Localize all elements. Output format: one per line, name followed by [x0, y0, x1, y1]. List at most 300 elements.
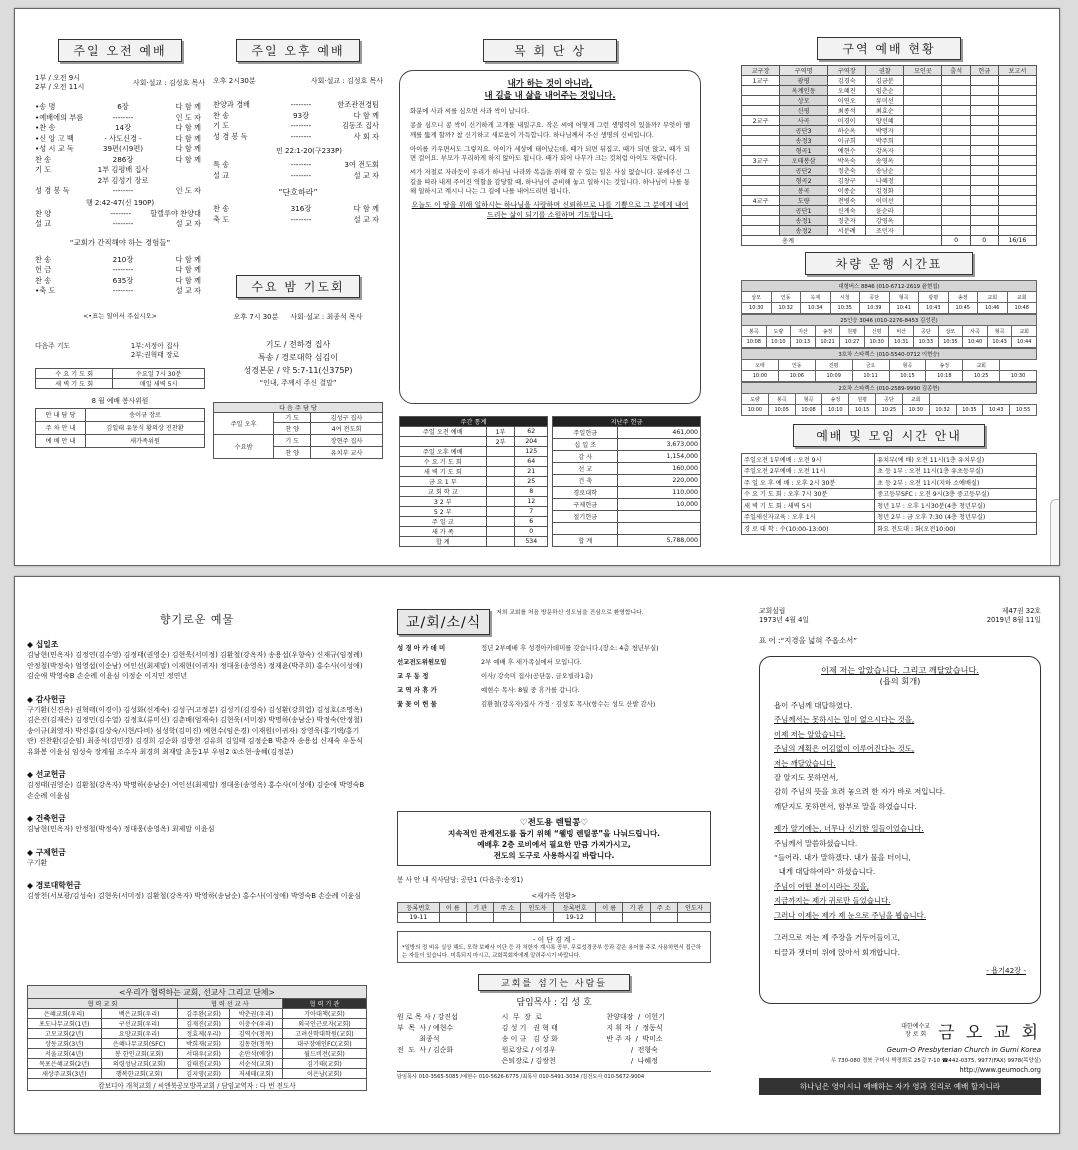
partner-cell: 구선교회(우리)	[101, 1019, 177, 1029]
scroll-handle[interactable]	[1050, 499, 1059, 566]
bus-time: 10:10	[822, 405, 849, 416]
afternoon-scripture: 민 22:1-20(구233P)	[276, 147, 342, 155]
stats-cell: 1부	[486, 427, 515, 437]
district-cell	[998, 196, 1036, 206]
bus-route-table	[741, 280, 1037, 314]
schedule-cell: 화요 전도대 : 화(오전10:00)	[875, 523, 1037, 535]
district-cell: 윤순라	[866, 206, 904, 216]
district-cell	[998, 186, 1036, 196]
district-header: 구역명	[780, 66, 828, 76]
bus-time: 10:15	[849, 405, 876, 416]
offering-section-head: ◆ 구제헌금	[27, 847, 66, 857]
volunteer-role: 예 배 안 내	[36, 434, 86, 447]
district-cell: 김경숙	[828, 76, 866, 86]
schedule-cell: 주일새신자교육 : 오후 1시	[742, 511, 875, 523]
order-item: •성 시 교 독	[35, 144, 74, 153]
offering-cell: 건 축	[553, 475, 618, 487]
stats-cell: 7	[515, 507, 548, 517]
staff-entry: 부 목 사 / 예현수	[397, 1024, 454, 1032]
order-person: 다 함 께	[175, 144, 201, 153]
order-row	[35, 165, 205, 176]
bus-time: 10:39	[860, 303, 890, 314]
district-cell: 전병숙	[828, 196, 866, 206]
bus-time: 10:27	[840, 337, 865, 348]
bus-stop: 송정	[948, 292, 978, 303]
weekly-stats-table	[399, 416, 548, 547]
district-cell	[998, 206, 1036, 216]
volunteer-role: 안 내 담 당	[36, 408, 86, 421]
order-item: 찬 송	[35, 154, 52, 164]
district-cell	[904, 106, 942, 116]
bus-stop: 옥계	[801, 292, 831, 303]
offering-cell: 합 계	[553, 534, 618, 546]
order-person: 다 함 께	[175, 154, 201, 164]
partner-cell: 요양교회(우리)	[101, 1029, 177, 1039]
next-week-person: 4여 전도회	[311, 423, 383, 435]
essay-paragraph: 씨가 저절로 자라듯이 우리가 하나님 나라와 복음을 위해 할 수 있는 일은 사실 없습니다. 분에주신 그 길을 따라 내게 주어진 역할을 감당할 때, 하나님이 준비해 놓고 일하시는 것입니다. 하나님이 나를 통해 일하시고 계시니 나는 그 길에 나를 내어드리면 됩니다.	[410, 168, 690, 196]
staff-entry: 은퇴장로 / 김쌍천	[501, 1057, 556, 1065]
bus-time: 10:46	[978, 303, 1008, 314]
essay-headline: 내 길을 내 삶을 내어주는 것입니다.	[484, 90, 616, 100]
bus-stop: 교회	[1007, 292, 1037, 303]
poem-line: 주님의 계획은 어김없이 이루어진다는 것도,	[774, 744, 915, 754]
order-person: 다 함 께	[175, 275, 201, 285]
district-cell: 이미선	[866, 196, 904, 206]
district-cell	[742, 96, 780, 106]
stats-cell: 64	[515, 457, 548, 467]
poem-body	[774, 699, 1026, 960]
staff-entry: 김 성 기 권 혁 태	[501, 1024, 558, 1032]
meeting-time: 수요일 7시 30분	[113, 368, 205, 378]
order-detail: --------	[290, 100, 312, 109]
order-row	[35, 255, 205, 266]
news-item-text: 이사/ 강숙미 집사(공단동, 금오빌라1층)	[481, 672, 593, 680]
offering-cell	[618, 522, 701, 534]
bus-stop: 공단	[860, 292, 890, 303]
stats-cell	[486, 477, 515, 487]
order-detail: --------	[290, 170, 312, 180]
bus-stop: 봉곡	[768, 394, 795, 405]
district-cell	[970, 166, 998, 176]
stats-cell: 125	[515, 447, 548, 457]
news-title: 교/회/소/식	[397, 609, 490, 635]
offering-cell: 구제헌금	[553, 498, 618, 510]
offering-section-names: 구기환(신진옥) 권혁태(이경이) 김성화(신계숙) 김성구(고정분) 김성기(김경숙) 김성환(강희엽) 김성호(조명옥) 김은진(김재은) 김정민(김수열) 김정호(류미선) 김춘배(엄재숙) 김현욱(서미정) 박명하(송남순) 박정숙(안정철) 송이규(최영자) 박진홍(김상숙/시현/다비) 심성학(김미진) 예현수(임은경) 이재원(이귀자) 장영욱(홍기택/홍기란) 진찬환(김순임) 최종석(김민경) 김경희 김순화 김방천 김유희 김일태 김정순B 박춘자 송용섭 신재숙 우동식 유화봉 이윤심 임성숙 장계월 조수자 최경희 최재말 초등1부 우펌2 ①소현-송혜(김정분)	[27, 705, 363, 756]
wednesday-line: 기도 / 전하경 집사	[265, 340, 331, 349]
district-cell	[742, 106, 780, 116]
order-detail: 39편(시9편)	[102, 144, 144, 153]
bus-stop: 인동	[778, 360, 815, 371]
standing-note: <•표는 일어서 주십시오>	[82, 311, 158, 320]
bus-stop: 원평	[849, 394, 876, 405]
staff-row	[397, 1023, 711, 1034]
bus-time: 10:48	[1007, 303, 1037, 314]
district-cell	[942, 76, 970, 86]
stats-cell	[486, 457, 515, 467]
schedule-cell: 주 일 오 후 예 배 : 오후 2시 30분	[742, 477, 875, 489]
offering-section-head: ◆ 건축헌금	[27, 814, 66, 823]
staff-entry: / 전형숙	[606, 1046, 658, 1054]
district-cell	[904, 76, 942, 86]
order-row	[35, 209, 205, 220]
district-cell: 2교구	[742, 116, 780, 126]
district-cell: 광평	[780, 76, 828, 86]
order-row	[35, 219, 205, 230]
order-detail: --------	[110, 208, 132, 218]
stats-cell: 6	[515, 517, 548, 527]
bus-stop: 사곡	[963, 326, 988, 337]
bus-time: 10:35	[956, 405, 983, 416]
bus-time: 10:32	[929, 405, 956, 416]
district-cell	[904, 126, 942, 136]
schedule-cell: 수 요 기 도 회 : 오후 7시 30분	[742, 488, 875, 500]
order-item: 설 교	[35, 219, 52, 228]
order-row	[35, 144, 205, 155]
order-item: 특 송	[213, 160, 230, 169]
order-detail: --------	[290, 214, 312, 224]
news-item	[397, 669, 711, 683]
district-cell: 형곡2	[780, 176, 828, 186]
district-cell	[904, 206, 942, 216]
bus-time: 10:08	[742, 337, 767, 348]
bus-time: 10:41	[889, 303, 919, 314]
bus-time: 10:08	[795, 405, 822, 416]
poem-line: 티끌과 잿더미 위에 앉아서 회개합니다.	[774, 947, 900, 957]
district-cell: 김창구	[828, 176, 866, 186]
news-item-text: 김환철(강옥자)집사 가정 · 김성호 목사(항수는 성도 산밭 감사)	[481, 700, 656, 708]
next-prayer-label: 다음주 기도	[35, 341, 70, 350]
stats-cell: 62	[515, 427, 548, 437]
district-cell	[942, 86, 970, 96]
poem-line	[774, 923, 1026, 931]
district-cell	[970, 146, 998, 156]
district-cell: 1교구	[742, 76, 780, 86]
district-cell: 오혜진	[828, 86, 866, 96]
next-week-role: 찬 양	[274, 423, 311, 435]
order-row	[35, 113, 205, 124]
staff-entry: 반 주 자 / 박미소	[606, 1035, 663, 1043]
district-cell	[998, 216, 1036, 226]
stats-cell	[486, 497, 515, 507]
offering-section-names: 김쌍천(서보광/김성숙) 김현욱(서미정) 김환철(강옥자) 박영하(송남순) 홍수사(이성애) 박영숙B 손순례 이윤심	[27, 892, 362, 900]
partner-cell: 행복한교회(교회)	[101, 1069, 177, 1079]
district-total-value: 16/16	[998, 236, 1036, 246]
order-item: •축 도	[35, 286, 56, 295]
district-cell: 상모	[780, 96, 828, 106]
offering-section-head: ◆ 경로대학헌금	[27, 881, 81, 890]
order-row	[213, 204, 383, 215]
schedule-cell: 유치부(예 배) 오전 11시(1층 유치부실)	[875, 454, 1037, 466]
order-detail: 635장	[112, 275, 134, 285]
district-cell: 서분례	[828, 226, 866, 236]
bus-route-name: 3호차 스타렉스 (010-5540-0712 이현승)	[742, 349, 1037, 360]
poem-line: 그러나 이제는 제가 제 눈으로 주님을 뵙습니다.	[774, 910, 927, 920]
essay-paragraph: 화분에 사과 씨를 심으면 사과 싹이 납니다.	[410, 107, 530, 115]
stats-cell	[486, 527, 515, 537]
partner-cell: 포도나무교회(1년)	[28, 1019, 102, 1029]
schedule-cell: 주일오전 2부예배 : 오전 11시	[742, 465, 875, 477]
poem-line: 잘 알지도 못하면서,	[774, 773, 839, 783]
head-pastor: 담임목사 : 김 성 호	[516, 998, 592, 1008]
order-detail: 210장	[112, 254, 134, 264]
heresy-warning	[397, 931, 711, 963]
wednesday-line: 성경본문 / 약 5:7-11(신375P)	[243, 366, 353, 375]
newcomer-header: 주 소	[494, 903, 521, 913]
bus-time: 10:43	[919, 303, 949, 314]
order-item: 찬 양	[35, 208, 52, 218]
bus-stop: 지산	[791, 326, 816, 337]
bus-route-name: 대형버스 8846 (010-6712-2619 윤현섭)	[742, 281, 1037, 292]
district-cell: 공단2	[780, 166, 828, 176]
bus-stop: 인동	[771, 292, 801, 303]
staff-row	[397, 1034, 711, 1045]
offering-cell: 주일헌금	[553, 427, 618, 439]
news-item	[397, 683, 711, 697]
district-cell	[942, 106, 970, 116]
order-person	[153, 176, 205, 187]
bus-route-table	[741, 314, 1037, 348]
bus-stop: 봉곡	[742, 326, 767, 337]
bus-stop: 형곡	[889, 360, 926, 371]
stats-area	[399, 416, 701, 547]
district-cell	[942, 126, 970, 136]
bus-stop: 형곡	[889, 292, 919, 303]
schedule-cell: 청년 1부 : 오후 1시30분(4층 청년부실)	[875, 500, 1037, 512]
bus-stop: 도량	[742, 394, 769, 405]
afternoon-order-list	[213, 100, 383, 142]
district-cell	[742, 206, 780, 216]
bulletin-page-outside	[14, 576, 1060, 1134]
district-cell: 강옥자	[866, 146, 904, 156]
church-url[interactable]: http://www.geumoch.org	[959, 1066, 1041, 1074]
district-cell: 봉곡	[780, 186, 828, 196]
morning-time-1: 1부 / 오전 9시	[35, 74, 80, 82]
district-cell	[904, 146, 942, 156]
district-cell: 형곡1	[780, 146, 828, 156]
stats-cell: 534	[515, 537, 548, 547]
order-person: 다 함 께	[175, 265, 201, 274]
order-item: 찬 송	[35, 275, 52, 285]
bus-time: 10:35	[938, 337, 963, 348]
wednesday-title: 수요 밤 기도회	[236, 275, 359, 298]
next-week-role: 기 도	[274, 413, 311, 423]
district-cell: 류미선	[866, 96, 904, 106]
poem-reference: - 욥기42장 -	[986, 965, 1026, 975]
stats-cell: 교 회 학 교	[400, 487, 487, 497]
bus-time: 10:00	[742, 405, 769, 416]
stats-cell: 주일 오후 예배	[400, 447, 487, 457]
bus-stop: 금오	[852, 360, 889, 371]
order-detail: 2부 김성기 장로	[97, 175, 149, 185]
district-cell: 송정3	[780, 136, 828, 146]
bus-time: 10:11	[852, 371, 889, 382]
partners-title: <우리가 협력하는 교회, 선교사 그리고 단체>	[28, 986, 367, 999]
district-cell: 3교구	[742, 156, 780, 166]
lentil-line: 전도의 도구로 사용하시길 바랍니다.	[493, 851, 615, 860]
morning-service-title: 주일 오전 예배	[58, 39, 181, 62]
district-cell	[904, 186, 942, 196]
order-person: 김동조 집사	[341, 121, 379, 130]
district-cell	[904, 156, 942, 166]
district-cell	[998, 136, 1036, 146]
district-cell: 송정2	[780, 226, 828, 236]
order-person	[153, 165, 205, 176]
district-cell: 하순옥	[828, 126, 866, 136]
morning-order-list-3	[35, 255, 205, 297]
partner-cell: 의령성남교회(교회)	[101, 1059, 177, 1069]
afternoon-time: 오후 2시30분	[213, 77, 256, 85]
afternoon-order-list-2	[213, 160, 383, 181]
bus-time: 10:43	[983, 405, 1010, 416]
district-cell: 조민자	[866, 226, 904, 236]
partner-cell: 서울교회(4년)	[28, 1049, 102, 1059]
bus-time: 10:30	[1000, 371, 1037, 382]
partner-cell: 박희재(교회)	[177, 1039, 230, 1049]
order-detail: --------	[112, 219, 134, 228]
bus-time: 10:32	[771, 303, 801, 314]
newcomer-cell	[439, 913, 466, 923]
order-person: 인 도 자	[175, 112, 201, 122]
church-motto: 표 어 :“지경을 넓혀 주옵소서”	[759, 636, 858, 645]
order-item: •신 앙 고 백	[35, 133, 74, 143]
poem-line	[774, 814, 1026, 822]
offerings-list	[27, 639, 367, 902]
offering-cell: 1,154,000	[618, 451, 701, 463]
newcomer-header: 등록번호	[398, 903, 440, 913]
cover-column	[759, 607, 1041, 1133]
district-cell	[970, 116, 998, 126]
district-cell	[904, 116, 942, 126]
district-header: 교구장	[742, 66, 780, 76]
district-header: 모인곳	[904, 66, 942, 76]
order-row	[35, 123, 205, 134]
newcomer-table	[397, 902, 711, 923]
newcomer-cell	[623, 913, 650, 923]
district-cell: 신계숙	[828, 206, 866, 216]
offering-cell	[618, 510, 701, 522]
order-detail: 14장	[114, 123, 132, 132]
district-cell: 이규희	[828, 136, 866, 146]
district-cell	[970, 106, 998, 116]
bus-time: 10:43	[987, 337, 1012, 348]
bus-route-name: 2호차 스타렉스 (010-2589-9990 김종현)	[742, 383, 1037, 394]
bus-time: 10:09	[815, 371, 852, 382]
newcomer-cell: 19-11	[398, 913, 440, 923]
bus-stop: 공단	[914, 326, 939, 337]
staff-row	[397, 1045, 711, 1056]
order-detail: 6장	[117, 102, 129, 111]
offering-section-head: ◆ 십일조	[27, 640, 59, 649]
order-item: •송 명	[35, 102, 56, 111]
district-cell: 송영옥	[866, 156, 904, 166]
partner-cell: 김지영(교회)	[177, 1069, 230, 1079]
staff-entry: / 나혜정	[606, 1057, 658, 1065]
stats-cell: 주 일 교	[400, 517, 487, 527]
district-cell	[904, 136, 942, 146]
lentil-notice	[397, 811, 711, 866]
news-item-label: 교 우 동 정	[397, 672, 429, 680]
offering-stats-table	[552, 416, 701, 547]
partner-cell: 박춘권(우리)	[230, 1009, 283, 1019]
newcomer-header: 등록번호	[554, 903, 596, 913]
pastor-title: 목 회 단 상	[483, 39, 617, 62]
afternoon-order-list-3	[213, 204, 383, 225]
district-total-value: 0	[942, 236, 970, 246]
order-detail: 286장	[112, 154, 134, 164]
order-item: •예배에의 부름	[35, 112, 84, 122]
offering-section-head: ◆ 감사헌금	[27, 694, 66, 704]
order-item: 찬 송	[213, 204, 230, 213]
district-cell: 신평	[780, 106, 828, 116]
newcomer-title: <새가족 현황>	[531, 892, 577, 900]
bulletin-page-inside	[14, 8, 1060, 566]
wednesday-time: 오후 7시 30분	[233, 313, 279, 321]
partner-cell: 월드비전(교회)	[282, 1049, 366, 1059]
staff-entry: 지 휘 자 / 정동식	[606, 1024, 663, 1032]
poem-box	[759, 656, 1041, 1004]
staff-entry: 송 이 규 김 상 화	[501, 1035, 558, 1043]
order-item: 성 경 봉 독	[213, 131, 248, 141]
schedule-title: 예배 및 모임 시간 안내	[793, 424, 985, 447]
district-cell: 이경이	[828, 116, 866, 126]
morning-leader: 사회·설교 : 김성호 목사	[132, 78, 205, 87]
offering-title: 지난주 헌금	[553, 417, 701, 427]
news-items	[397, 641, 711, 711]
meeting-name: 새 벽 기 도 회	[36, 378, 113, 388]
bus-time: 10:33	[914, 337, 939, 348]
staff-entry: 전 도 사 / 김순화	[397, 1046, 454, 1054]
offering-cell: 3,673,000	[618, 439, 701, 451]
stats-cell: 금 요 1 부	[400, 477, 487, 487]
news-item-text: 정년 2부예배 후 성경아카데미를 갖습니다.(장소: 4층 청년부실)	[481, 644, 659, 652]
offering-section-names: 김남현(민옥자) 안정철(박정숙) 정대웅(송영옥) 최제말 이윤심	[27, 825, 215, 833]
bus-time: 10:18	[926, 371, 963, 382]
morning-time-2: 2부 / 오전 11시	[35, 83, 85, 91]
district-cell	[742, 136, 780, 146]
partner-cell: 상동교회(3년)	[28, 1039, 102, 1049]
offering-cell: 감 사	[553, 451, 618, 463]
newcomer-cell: 19-12	[554, 913, 596, 923]
meeting-table	[35, 368, 205, 389]
news-item-label: 선교전도위원모임	[397, 658, 447, 666]
lentil-line: 지속적인 관계전도를 돕기 위해 “웰빙 렌틸콩”을 나눠드립니다.	[447, 829, 661, 838]
district-cell: 정춘자	[828, 216, 866, 226]
district-header: 보고서	[998, 66, 1036, 76]
bus-time: 10:30	[742, 303, 772, 314]
poem-line: 욥이 주님께 대답하였다.	[774, 701, 853, 710]
district-cell	[904, 86, 942, 96]
district-cell	[942, 166, 970, 176]
afternoon-sermon-title: “단호하라”	[278, 188, 318, 197]
district-cell: 박주희	[866, 136, 904, 146]
newcomer-cell	[466, 913, 493, 923]
district-cell	[998, 226, 1036, 236]
morning-sermon-title: “교회가 간직해야 하는 경험들”	[69, 237, 171, 247]
district-table	[741, 65, 1037, 246]
partner-cell: 이은남(교회)	[282, 1069, 366, 1079]
district-title: 구역 예배 현황	[817, 37, 960, 60]
offerings-title: 향기로운 예물	[159, 613, 235, 626]
offerings-column	[27, 611, 367, 1133]
order-detail: 93장	[292, 110, 310, 120]
bus-time: 10:15	[889, 371, 926, 382]
bus-stop: 시청	[830, 292, 860, 303]
partners-header: 협 력 교 회	[28, 999, 178, 1009]
order-item: 헌 금	[35, 265, 52, 274]
poem-line: 제가 알기에는, 너무나 신기한 일들이었습니다.	[774, 824, 924, 834]
poem-subtitle: (욥의 회개)	[879, 676, 921, 686]
bus-stop: 형곡	[795, 394, 822, 405]
